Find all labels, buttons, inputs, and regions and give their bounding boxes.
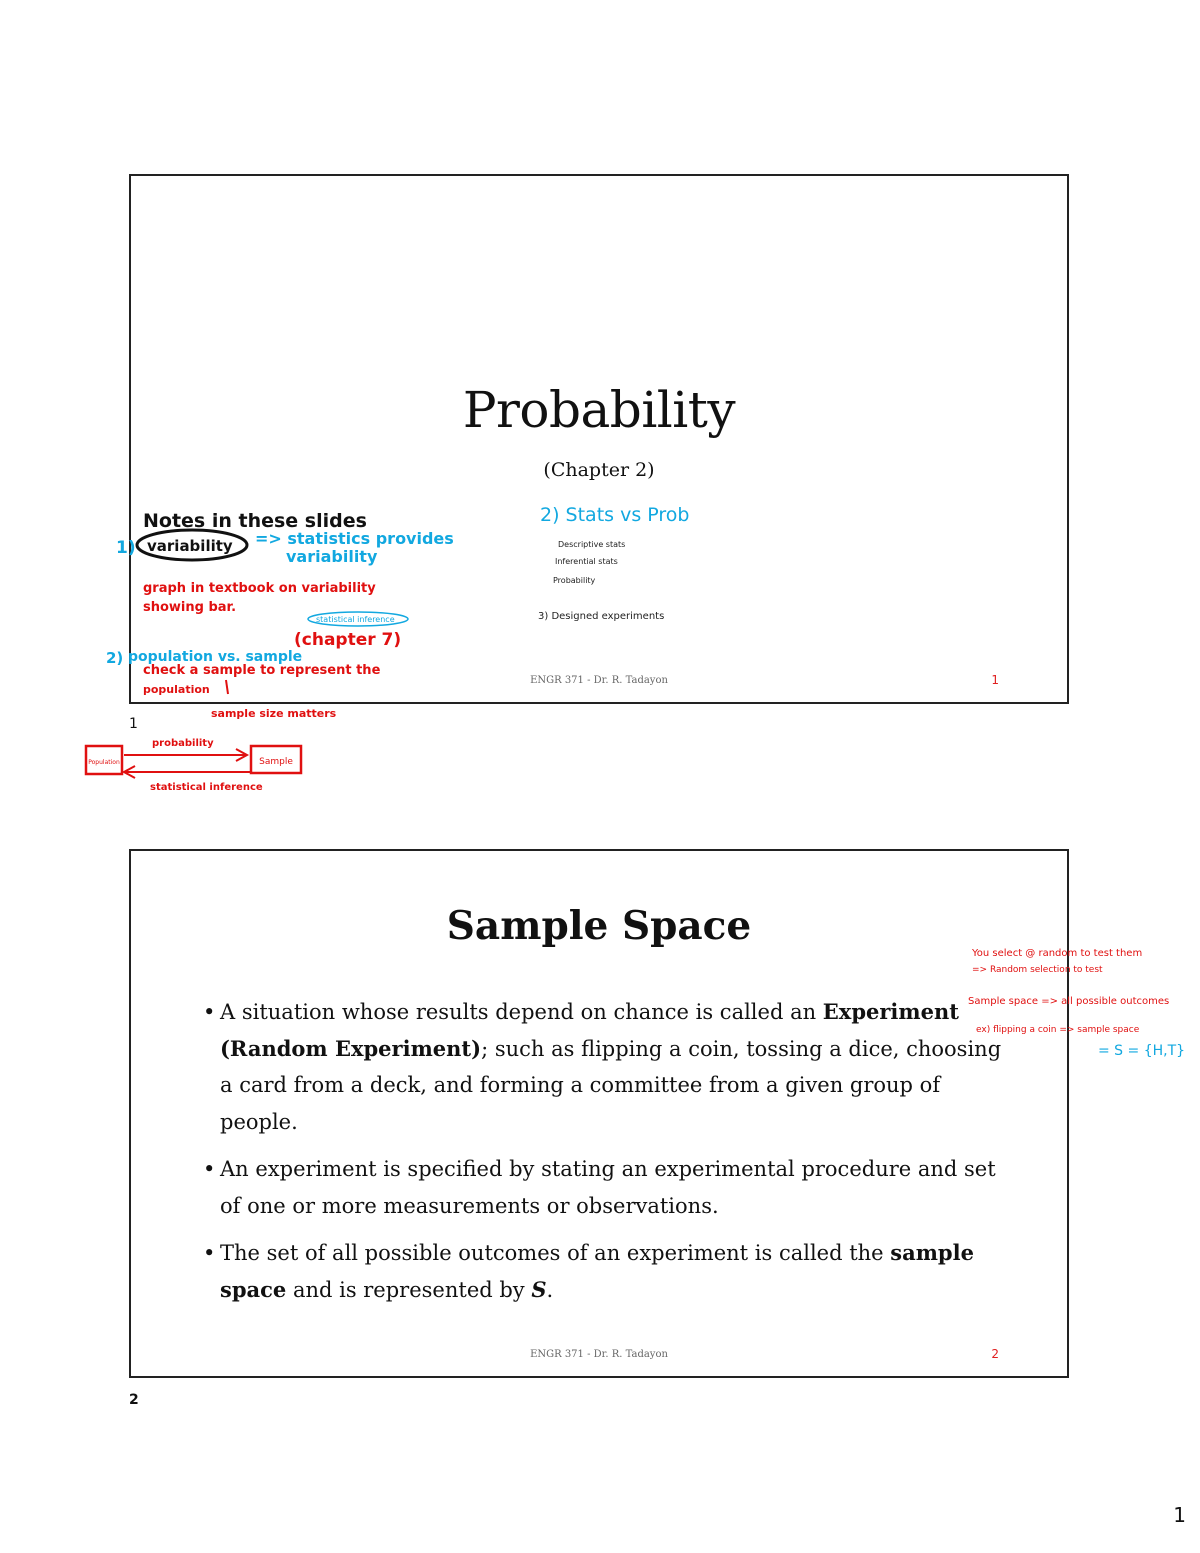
note-item2-marker: 2) [106,649,124,667]
bullet-1-bold: Experiment (Random Experiment) [220,999,959,1061]
note-item1-marker: 1) [116,538,136,558]
note-item2-text: population vs. sample [128,649,303,665]
slide-2 [129,849,1069,1378]
note-red-2: showing bar. [143,600,237,615]
note-red-3: check a sample to represent the [143,663,381,678]
note-s2-line2: => Random selection to test [972,965,1103,975]
note-s2-line5: = S = {H,T} [1098,1043,1186,1059]
note-right-b: Inferential stats [555,557,618,566]
bullet-item [203,1151,1003,1224]
note-s2-line3: Sample space => all possible outcomes [968,996,1170,1007]
note-blue-small: statistical inference [316,615,395,624]
diagram-label-population: Population [88,759,120,766]
arrow-mark [124,749,247,761]
note-item1-arrow: => statistics provides [255,529,454,548]
page-number: 1 [1173,1503,1186,1527]
note-red-5: sample size matters [211,707,337,720]
slide-1-label: 1 [129,716,138,732]
note-right-c: Probability [553,576,596,585]
diagram-box-sample [251,746,301,773]
slide-1-title: Probability [462,381,736,439]
diagram-label-sample: Sample [259,757,293,767]
note-s2-line1: You select @ random to test them [972,948,1143,959]
bullet-1-text-b: ; such as flipping a coin, tossing a dice, choosing a card from a deck, and forming a committee from a given group of people. [220,1036,1002,1134]
diagram-bottom-label: statistical inference [150,782,263,793]
bullet-3-bold: sample space [220,1240,974,1302]
bullet-3-text-a: The set of all possible outcomes of an experiment is called the [220,1241,891,1265]
slide-2-bullets [203,994,1003,1319]
note-right-3: 3) Designed experiments [538,611,665,622]
note-right-heading: 2) Stats vs Prob [540,504,690,526]
bullet-item [203,1235,1003,1308]
note-item2-chapter: (chapter 7) [294,630,402,650]
bullet-3-end: . [546,1277,554,1302]
bullet-3-symbol: S [531,1276,547,1302]
slide-1-footer: ENGR 371 - Dr. R. Tadayon [530,675,668,686]
note-red-1: graph in textbook on variability [143,581,376,596]
diagram-box-population [86,746,122,774]
note-heading: Notes in these slides [143,510,367,532]
note-red-4: population [143,683,210,696]
note-s2-line4: ex) flipping a coin => sample space [976,1025,1140,1035]
bullet-2-text: An experiment is specified by stating an experimental procedure and set of one or more measurements or observations. [220,1157,996,1218]
slide-2-label: 2 [129,1392,139,1408]
slide-1-number: 1 [991,673,999,687]
note-item1-word: variability [147,537,233,555]
slide-2-number: 2 [991,1347,999,1361]
slide-2-footer: ENGR 371 - Dr. R. Tadayon [530,1349,668,1360]
bullet-item [203,994,1003,1140]
slide-1-subtitle: (Chapter 2) [543,459,655,481]
note-item1-arrow-2: variability [286,547,378,566]
diagram-top-label: probability [152,738,214,749]
bullet-3-text-b: and is represented by [286,1277,532,1302]
slide-1 [129,174,1069,704]
arrow-mark [124,766,250,778]
slide-2-title: Sample Space [446,903,752,949]
note-right-a: Descriptive stats [558,540,626,549]
bullet-1-text-a: A situation whose results depend on chance is called an [220,1000,823,1024]
